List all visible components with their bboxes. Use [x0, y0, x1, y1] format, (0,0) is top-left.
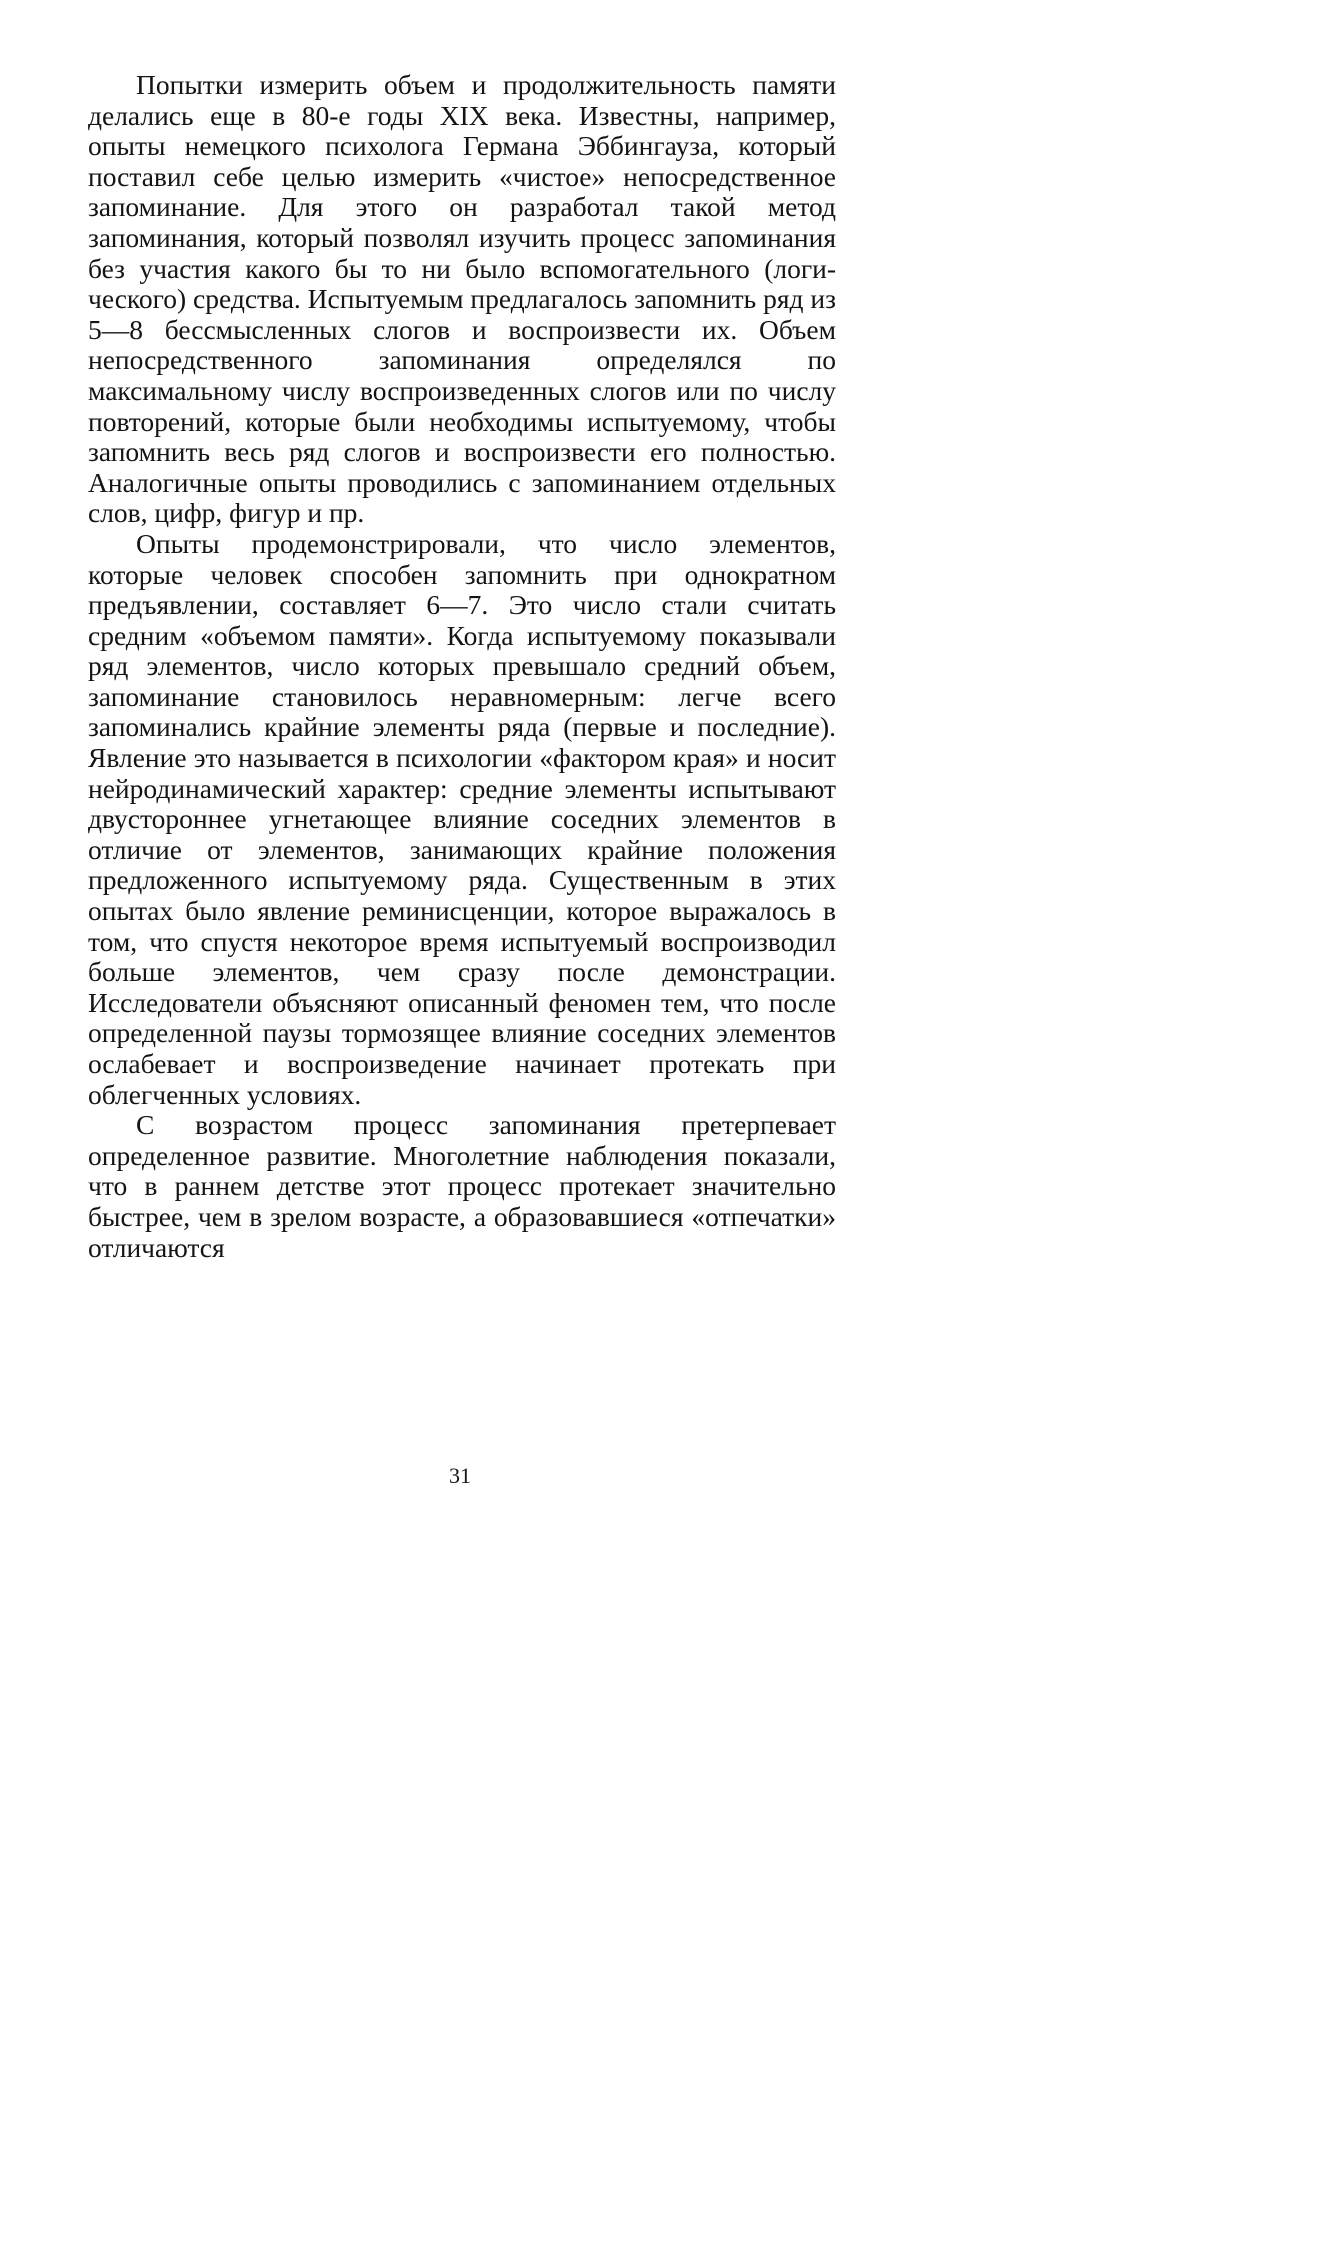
paragraph-1: Попытки измерить объем и продолжительность памяти делались еще в 80-е годы XIX века. Известны, например, опыты немецкого психолога Германа Эббингауза, который поставил себе целью измерить «чистое» непосредственное запоминание. Для этого он разработал такой метод запоминания, который позволял изучить процесс запоминания без участия какого бы то ни было вспомогательного (логического) средства. Испытуемым предлагалось запомнить ряд из 5—8 бессмысленных слогов и воспроизвести их. Объем непосредственного запоминания определялся по максимальному числу воспроизведенных слогов или по числу повторений, которые были необходимы испытуемому, чтобы запомнить весь ряд слогов и воспроизвести его полностью. Аналогичные опыты проводились с запоминанием отдельных слов, цифр, фигур и пр. — [88, 69, 836, 529]
page-number: 31 — [449, 1463, 471, 1488]
page-body — [88, 70, 836, 1263]
paragraph-3: С возрастом процесс запоминания претерпевает определенное развитие. Многолетние наблюдения показали, что в раннем детстве этот процесс протекает значительно быстрее, чем в зрелом возрасте, а образовавшиеся «отпечатки» отличаются — [88, 1109, 836, 1263]
paragraph-2: Опыты продемонстрировали, что число элементов, которые человек способен запомнить при однократном предъявлении, составляет 6—7. Это число стали считать средним «объемом памяти». Когда испытуемому показывали ряд элементов, число которых превышало средний объем, запоминание становилось неравномерным: легче всего запоминались крайние элементы ряда (первые и последние). Явление это называется в психологии «фактором края» и носит нейродинамический характер: средние элементы испытывают двустороннее угнетающее влияние соседних элементов в отличие от элементов, занимающих крайние положения предложенного испытуемому ряда. Существенным в этих опытах было явление реминисценции, которое выражалось в том, что спустя некоторое время испытуемый воспроизводил больше элементов, чем сразу после демонстрации. Исследователи объясняют описанный феномен тем, что после определенной паузы тормозящее влияние соседних элементов ослабевает и воспроизведение начинает протекать при облегченных условиях. — [88, 527, 836, 1110]
